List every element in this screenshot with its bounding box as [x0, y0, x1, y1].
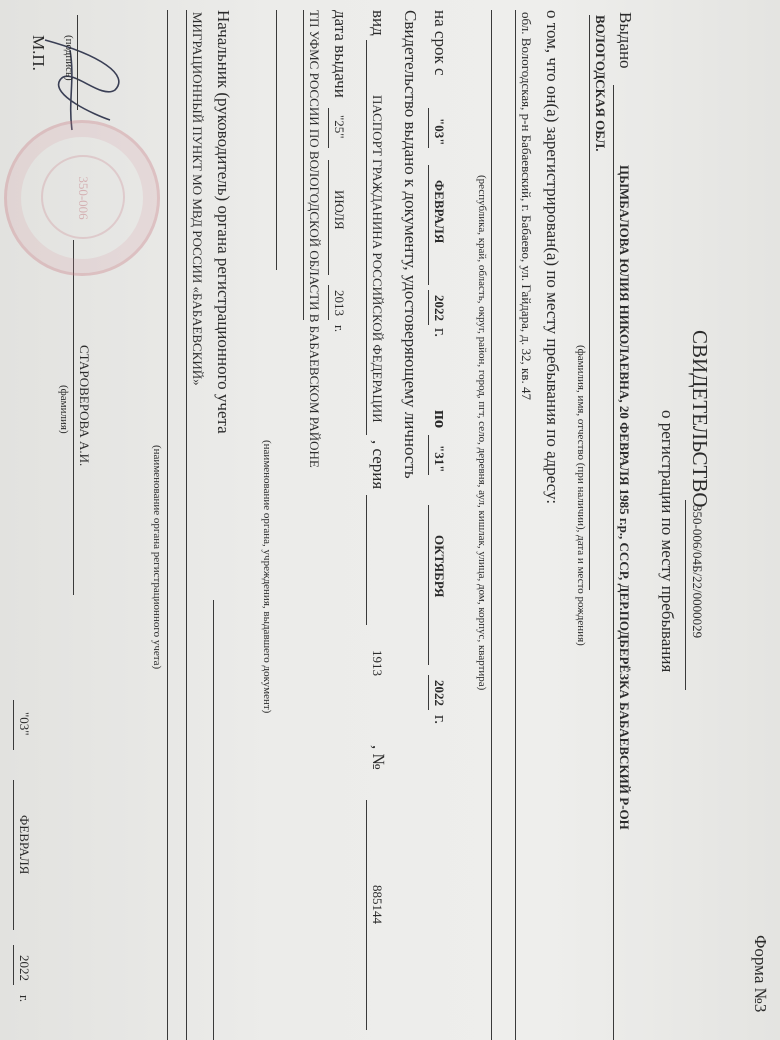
head-organ-caption: (наименование органа регистрационного учета) [151, 445, 163, 670]
signature-caption: (подпись) [63, 35, 75, 81]
head-organ-value: МИГРАЦИОННЫЙ ПУНКТ МО МВД РОССИИ «БАБАЕВСКИЙ» [190, 12, 205, 386]
term-underline-c [428, 290, 429, 325]
term-underline-a [428, 108, 429, 148]
identity-date-day: "25" [332, 115, 347, 139]
term-from-label: на срок с [431, 10, 450, 76]
address-value: обл. Вологодская, р-н Бабаевский, г. Бабаево, ул. Гайдара, д. 32, кв. 47 [519, 12, 534, 401]
head-label: Начальник (руководитель) органа регистрационного учета [214, 10, 233, 434]
head-surname-value: СТАРОВЕРОВА А.И. [77, 345, 92, 467]
identity-kind-label: вид [369, 10, 388, 36]
term-to-year: 2022 [432, 680, 447, 706]
address-underline-2 [491, 10, 492, 1040]
address-caption: (республика, край, область, округ, район, город, пгт, село, деревня, аул, кишлак, улица, дом, корпус, квартира) [476, 175, 488, 691]
issued-underline-1 [613, 85, 614, 1040]
number-underline [685, 500, 686, 690]
identity-series-label: , серия [369, 440, 388, 490]
sign-date-suffix: г. [17, 995, 32, 1003]
term-from-year: 2022 [432, 295, 447, 321]
head-organ-underline [186, 10, 187, 1040]
address-label: о том, что он(а) зарегистрирован(а) по месту пребывания по адресу: [543, 10, 562, 505]
identity-issuer-value: ТП УФМС РОССИИ ПО ВОЛОГОДСКОЙ ОБЛАСТИ В БАБАЕВСКОМ РАЙОНЕ [307, 10, 322, 468]
identity-date-suffix: г. [332, 325, 347, 333]
term-from-day: "03" [432, 118, 447, 146]
identity-date-underline-b [328, 160, 329, 275]
term-to-label: по [431, 410, 450, 429]
sign-date-day: "03" [17, 712, 32, 736]
sign-date-underline-a [13, 700, 14, 750]
certificate-number: 350-006/04Б/22/0000029 [690, 505, 705, 639]
term-underline-d [428, 435, 429, 475]
identity-issuer-caption: (наименование органа, учреждения, выдавшего документ) [261, 440, 273, 714]
head-surname-underline [73, 240, 74, 595]
identity-series-underline [366, 495, 367, 625]
identity-label: Свидетельство выдано к документу, удостоверяющему личность [401, 10, 420, 479]
address-underline [515, 10, 516, 1040]
certificate-title: СВИДЕТЕЛЬСТВО [688, 330, 712, 508]
head-label-underline [213, 600, 214, 1040]
sign-date-month: ФЕВРАЛЯ [17, 815, 32, 875]
identity-issuer-underline-2 [276, 10, 277, 270]
sign-date-year: 2022 [17, 955, 32, 981]
term-from-year-suffix: г. [431, 328, 450, 338]
form-label: Форма №3 [751, 935, 770, 1013]
identity-number-value: 885144 [370, 885, 385, 924]
term-underline-f [428, 675, 429, 710]
issued-value-line1: ЦЫМБАЛОВА ЮЛИЯ НИКОЛАЕВНА, 20 ФЕВРАЛЯ 1985 г.р., СССР, ДЕР.ПОДБЕРЁЗКА БАБАЕВСКИЙ Р-ОН [617, 165, 632, 830]
official-seal [4, 120, 160, 276]
term-underline-b [428, 165, 429, 285]
identity-number-label: , № [369, 745, 388, 770]
term-from-month: ФЕВРАЛЯ [432, 180, 447, 244]
issued-caption: (фамилия, имя, отчество (при наличии), дата и место рождения) [575, 345, 587, 646]
identity-date-month: ИЮЛЯ [332, 190, 347, 230]
identity-kind-value: ПАСПОРТ ГРАЖДАНИНА РОССИЙСКОЙ ФЕДЕРАЦИИ [370, 95, 385, 423]
identity-series-value: 1913 [370, 650, 385, 676]
mp-label: М.П. [29, 35, 48, 71]
identity-date-label: дата выдачи [331, 10, 350, 98]
issued-label: Выдано [616, 12, 635, 69]
identity-issuer-underline [303, 10, 304, 320]
identity-date-underline-a [328, 108, 329, 148]
term-to-year-suffix: г. [431, 715, 450, 725]
term-underline-e [428, 505, 429, 665]
seal-text: 350-006 [76, 176, 91, 220]
issued-value-line2: ВОЛОГОДСКАЯ ОБЛ. [593, 15, 608, 152]
identity-kind-underline [366, 40, 367, 435]
certificate-subtitle: о регистрации по месту пребывания [658, 410, 677, 673]
issued-underline-2 [589, 15, 590, 590]
term-to-day: "31" [432, 445, 447, 473]
identity-date-underline-c [328, 285, 329, 320]
sign-date-underline-c [13, 945, 14, 985]
sign-date-underline-b [13, 780, 14, 930]
signature-line [77, 15, 78, 110]
identity-number-underline [366, 800, 367, 1030]
term-to-month: ОКТЯБРЯ [432, 535, 447, 598]
identity-date-year: 2013 [332, 290, 347, 316]
head-organ-underline-2 [167, 10, 168, 1040]
head-surname-caption: (фамилия) [58, 385, 70, 434]
